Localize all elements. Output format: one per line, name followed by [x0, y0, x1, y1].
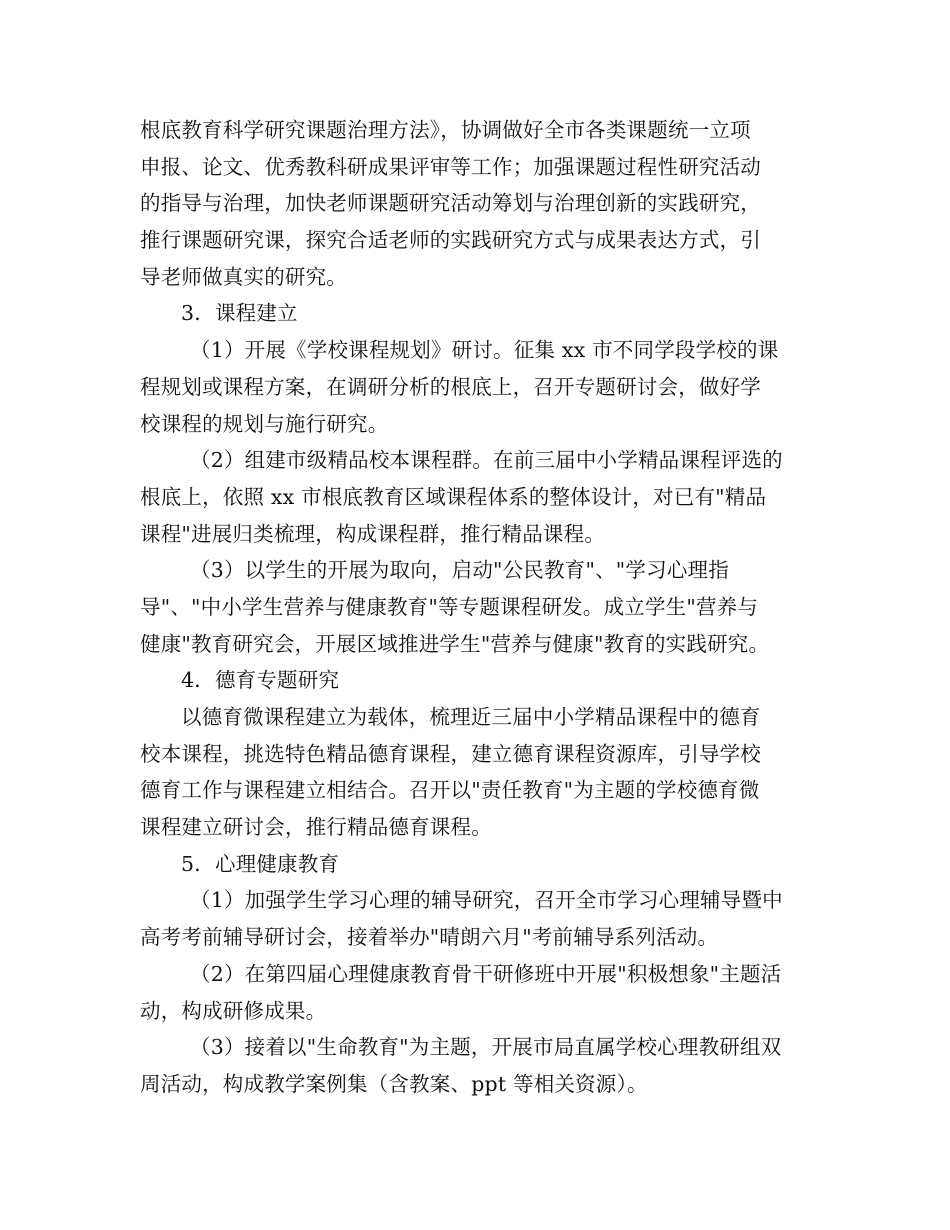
body-text-line: （1）加强学生学习心理的辅导研究，召开全市学习心理辅导暨中: [190, 888, 783, 913]
body-text-line: （2）在第四届心理健康教育骨干研修班中开展"积极想象"主题活: [190, 961, 782, 986]
body-text-line: 周活动，构成教学案例集（含教案、ppt 等相关资源）。: [140, 1071, 648, 1096]
body-text-line: 申报、论文、优秀教科研成果评审等工作；加强课题过程性研究活动: [140, 154, 761, 179]
body-text-line: （2）组建市级精品校本课程群。在前三届中小学精品课程评选的: [190, 448, 783, 473]
body-text-line: （3）接着以"生命教育"为主题，开展市局直属学校心理教研组双: [190, 1035, 782, 1060]
body-text-line: 根底教育科学研究课题治理方法》，协调做好全市各类课题统一立项: [140, 118, 751, 142]
body-text-line: 健康"教育研究会，开展区域推进学生"营养与健康"教育的实践研究。: [140, 631, 770, 656]
body-text-line: 高考考前辅导研讨会，接着举办"晴朗六月"考前辅导系列活动。: [140, 925, 719, 950]
body-text-line: 德育工作与课程建立相结合。召开以"责任教育"为主题的学校德育微: [140, 778, 760, 803]
body-text-line: 以德育微课程建立为载体，梳理近三届中小学精品课程中的德育: [181, 705, 761, 729]
body-text-line: 导老师做真实的研究。: [140, 264, 347, 289]
body-text-line: （1）开展《学校课程规划》研讨。征集 xx 市不同学段学校的课: [190, 338, 779, 363]
body-text-line: 动，构成研修成果。: [140, 998, 327, 1023]
body-text-line: 推行课题研究课，探究合适老师的实践研究方式与成果表达方式，引: [140, 228, 761, 253]
body-text-line: 课程"进展归类梳理，构成课程群，推行精品课程。: [140, 521, 606, 546]
body-text-line: 的指导与治理，加快老师课题研究活动筹划与治理创新的实践研究，: [140, 191, 761, 216]
section-heading: 5．心理健康教育: [181, 851, 340, 876]
body-text-line: 根底上，依照 xx 市根底教育区域课程体系的整体设计，对已有"精品: [140, 484, 767, 509]
body-text-line: 校课程的规划与施行研究。: [140, 411, 389, 436]
document-page: [140, 112, 812, 1103]
body-text-line: （3）以学生的开展为取向，启动"公民教育"、"学习心理指: [190, 558, 729, 583]
body-text-line: 导"、"中小学生营养与健康教育"等专题课程研发。成立学生"营养与: [140, 594, 759, 619]
section-heading: 4．德育专题研究: [181, 668, 340, 693]
body-text-line: 课程建立研讨会，推行精品德育课程。: [140, 815, 492, 840]
body-text-line: 程规划或课程方案，在调研分析的根底上，召开专题研讨会，做好学: [140, 374, 761, 399]
body-text-line: 校本课程，挑选特色精品德育课程，建立德育课程资源库，引导学校: [140, 741, 761, 766]
section-heading: 3．课程建立: [181, 301, 298, 326]
